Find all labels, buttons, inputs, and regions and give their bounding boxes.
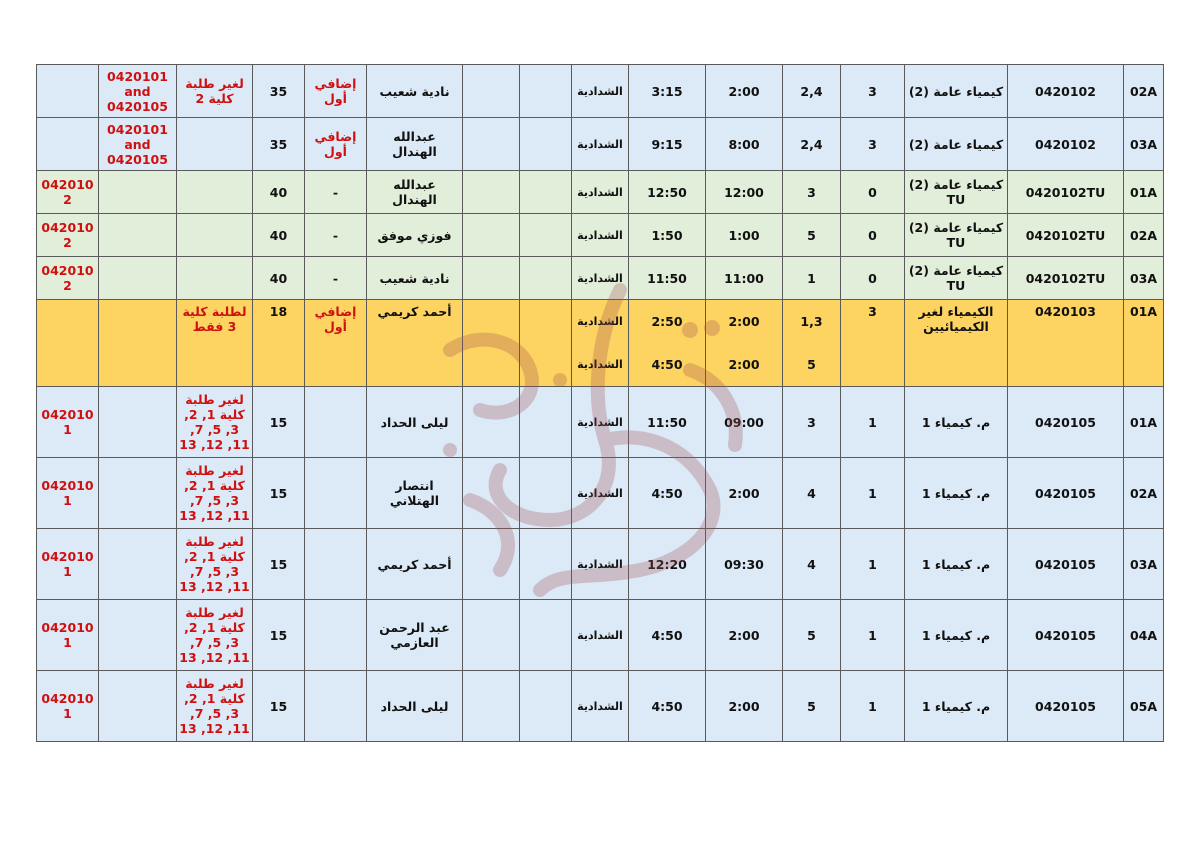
restriction-cell: لغير طلبة كلية 1, 2, 3, 5, 7, 11, 12, 13 [177,529,253,600]
section-cell: 03A [1124,529,1164,600]
blank-cell-k [520,387,572,458]
course-name-cell: م. كيمياء 1 [905,387,1008,458]
restriction-cell [177,214,253,257]
building-cell: الشدادية [572,671,629,742]
course-code-cell: 0420102TU [1008,214,1124,257]
course-name-cell: كيمياء عامة (2) TU [905,214,1008,257]
note-cell [305,529,367,600]
instructor-cell: ليلى الحداد [367,671,463,742]
capacity-cell: 15 [253,458,305,529]
capacity-cell: 15 [253,600,305,671]
course-code-cell: 0420103 [1008,300,1124,387]
blank-cell-j [463,671,520,742]
blank-cell-j [463,458,520,529]
days-cell-line-1: 1,3 [800,314,823,329]
end-time-cell: 4:50 [629,600,706,671]
blank-cell-k [520,671,572,742]
section-cell: 03A [1124,257,1164,300]
prerequisite-cell: 0420101 and 0420105 [99,65,177,118]
restriction-cell: لغير طلبة كلية 2 [177,65,253,118]
note-cell: إضافي أول [305,118,367,171]
blank-cell-j [463,300,520,387]
end-time-cell-line-1: 2:50 [651,314,683,329]
instructor-cell: نادية شعيب [367,257,463,300]
extra-cell [37,65,99,118]
start-time-cell: 1:00 [706,214,783,257]
capacity-cell: 15 [253,529,305,600]
capacity-cell: 40 [253,257,305,300]
prerequisite-cell [99,671,177,742]
extra-cell: 042010 1 [37,458,99,529]
table-row [37,300,1164,387]
extra-cell: 042010 1 [37,387,99,458]
days-cell-line-2: 5 [807,357,816,372]
building-cell [572,300,629,387]
prerequisite-cell [99,171,177,214]
days-cell: 2,4 [783,65,841,118]
course-name-cell: م. كيمياء 1 [905,600,1008,671]
credits-cell: 0 [841,214,905,257]
course-name-cell: م. كيمياء 1 [905,458,1008,529]
building-cell: الشدادية [572,387,629,458]
start-time-cell-line-1: 2:00 [728,314,760,329]
blank-cell-j [463,214,520,257]
days-cell: 2,4 [783,118,841,171]
restriction-cell: لغير طلبة كلية 1, 2, 3, 5, 7, 11, 12, 13 [177,671,253,742]
days-cell: 3 [783,171,841,214]
section-cell: 02A [1124,214,1164,257]
start-time-cell [706,300,783,387]
restriction-cell: لغير طلبة كلية 1, 2, 3, 5, 7, 11, 12, 13 [177,600,253,671]
restriction-cell [177,118,253,171]
blank-cell-j [463,171,520,214]
days-cell: 5 [783,671,841,742]
building-cell-line-2: الشدادية [577,358,623,371]
end-time-cell: 11:50 [629,257,706,300]
credits-cell: 3 [841,118,905,171]
course-code-cell: 0420105 [1008,529,1124,600]
course-name-cell: الكيمياء لغير الكيميائيين [905,300,1008,387]
prerequisite-cell [99,214,177,257]
table-row [37,257,1164,300]
start-time-cell: 2:00 [706,458,783,529]
note-cell: إضافي أول [305,300,367,387]
end-time-cell: 1:50 [629,214,706,257]
note-cell [305,600,367,671]
instructor-cell: أحمد كريمي [367,529,463,600]
capacity-cell: 15 [253,671,305,742]
table-body [37,65,1164,742]
blank-cell-j [463,529,520,600]
instructor-cell: عبدالله الهندال [367,118,463,171]
section-cell: 01A [1124,300,1164,387]
credits-cell: 1 [841,387,905,458]
blank-cell-k [520,257,572,300]
end-time-cell [629,300,706,387]
blank-cell-k [520,171,572,214]
end-time-cell: 4:50 [629,458,706,529]
blank-cell-j [463,600,520,671]
course-code-cell: 0420102 [1008,118,1124,171]
days-cell: 5 [783,214,841,257]
prerequisite-cell [99,600,177,671]
table-row [37,118,1164,171]
instructor-cell: ليلى الحداد [367,387,463,458]
prerequisite-cell [99,529,177,600]
credits-cell: 1 [841,600,905,671]
start-time-cell: 11:00 [706,257,783,300]
extra-cell [37,118,99,171]
building-cell: الشدادية [572,118,629,171]
end-time-cell: 12:50 [629,171,706,214]
start-time-cell: 2:00 [706,600,783,671]
credits-cell: 1 [841,529,905,600]
blank-cell-j [463,387,520,458]
start-time-cell: 2:00 [706,65,783,118]
credits-cell: 1 [841,671,905,742]
section-cell: 05A [1124,671,1164,742]
building-cell: الشدادية [572,257,629,300]
section-cell: 02A [1124,65,1164,118]
blank-cell-j [463,257,520,300]
capacity-cell: 18 [253,300,305,387]
course-code-cell: 0420105 [1008,600,1124,671]
prerequisite-cell [99,300,177,387]
section-cell: 02A [1124,458,1164,529]
building-cell-line-1: الشدادية [577,315,623,328]
end-time-cell-line-2: 4:50 [651,357,683,372]
credits-cell: 0 [841,257,905,300]
blank-cell-k [520,529,572,600]
instructor-cell: انتصار الهتلاني [367,458,463,529]
extra-cell: 042010 2 [37,171,99,214]
instructor-cell: نادية شعيب [367,65,463,118]
credits-cell: 1 [841,458,905,529]
building-cell: الشدادية [572,600,629,671]
credits-cell: 3 [841,65,905,118]
days-cell [783,300,841,387]
extra-cell: 042010 2 [37,214,99,257]
blank-cell-k [520,65,572,118]
note-cell: - [305,257,367,300]
course-code-cell: 0420105 [1008,671,1124,742]
table-row [37,171,1164,214]
start-time-cell-line-2: 2:00 [728,357,760,372]
course-name-cell: م. كيمياء 1 [905,529,1008,600]
table-row [37,671,1164,742]
table-row [37,65,1164,118]
days-cell: 4 [783,458,841,529]
table-row [37,600,1164,671]
course-code-cell: 0420102TU [1008,257,1124,300]
prerequisite-cell [99,387,177,458]
course-code-cell: 0420102 [1008,65,1124,118]
blank-cell-k [520,600,572,671]
extra-cell: 042010 1 [37,671,99,742]
extra-cell: 042010 1 [37,529,99,600]
table-row [37,529,1164,600]
start-time-cell: 09:30 [706,529,783,600]
instructor-cell: عبدالله الهندال [367,171,463,214]
credits-cell: 3 [841,300,905,387]
table-row [37,458,1164,529]
restriction-cell: لغير طلبة كلية 1, 2, 3, 5, 7, 11, 12, 13 [177,458,253,529]
table-row [37,387,1164,458]
note-cell [305,458,367,529]
restriction-cell: لطلبة كلية 3 فقط [177,300,253,387]
start-time-cell: 8:00 [706,118,783,171]
instructor-cell: فوزي موفق [367,214,463,257]
blank-cell-j [463,118,520,171]
capacity-cell: 35 [253,65,305,118]
start-time-cell: 2:00 [706,671,783,742]
course-code-cell: 0420102TU [1008,171,1124,214]
capacity-cell: 40 [253,214,305,257]
section-cell: 04A [1124,600,1164,671]
instructor-cell: عبد الرحمن العازمي [367,600,463,671]
table-row [37,214,1164,257]
capacity-cell: 40 [253,171,305,214]
course-name-cell: كيمياء عامة (2) [905,118,1008,171]
blank-cell-j [463,65,520,118]
restriction-cell: لغير طلبة كلية 1, 2, 3, 5, 7, 11, 12, 13 [177,387,253,458]
note-cell: - [305,171,367,214]
building-cell: الشدادية [572,458,629,529]
days-cell: 1 [783,257,841,300]
start-time-cell: 12:00 [706,171,783,214]
course-code-cell: 0420105 [1008,458,1124,529]
note-cell [305,671,367,742]
blank-cell-k [520,118,572,171]
note-cell [305,387,367,458]
restriction-cell [177,171,253,214]
end-time-cell: 4:50 [629,671,706,742]
blank-cell-k [520,214,572,257]
instructor-cell: أحمد كريمي [367,300,463,387]
end-time-cell: 12:20 [629,529,706,600]
credits-cell: 0 [841,171,905,214]
start-time-cell: 09:00 [706,387,783,458]
note-cell: - [305,214,367,257]
end-time-cell: 9:15 [629,118,706,171]
days-cell: 3 [783,387,841,458]
section-cell: 01A [1124,171,1164,214]
course-name-cell: كيمياء عامة (2) TU [905,171,1008,214]
building-cell: الشدادية [572,65,629,118]
course-code-cell: 0420105 [1008,387,1124,458]
course-name-cell: كيمياء عامة (2) [905,65,1008,118]
section-cell: 01A [1124,387,1164,458]
end-time-cell: 11:50 [629,387,706,458]
blank-cell-k [520,300,572,387]
course-name-cell: كيمياء عامة (2) TU [905,257,1008,300]
course-schedule-table [36,64,1164,742]
building-cell: الشدادية [572,214,629,257]
blank-cell-k [520,458,572,529]
section-cell: 03A [1124,118,1164,171]
restriction-cell [177,257,253,300]
extra-cell: 042010 2 [37,257,99,300]
days-cell: 4 [783,529,841,600]
extra-cell [37,300,99,387]
course-name-cell: م. كيمياء 1 [905,671,1008,742]
extra-cell: 042010 1 [37,600,99,671]
capacity-cell: 35 [253,118,305,171]
building-cell: الشدادية [572,171,629,214]
note-cell: إضافي أول [305,65,367,118]
end-time-cell: 3:15 [629,65,706,118]
prerequisite-cell [99,257,177,300]
days-cell: 5 [783,600,841,671]
prerequisite-cell: 0420101 and 0420105 [99,118,177,171]
capacity-cell: 15 [253,387,305,458]
building-cell: الشدادية [572,529,629,600]
prerequisite-cell [99,458,177,529]
